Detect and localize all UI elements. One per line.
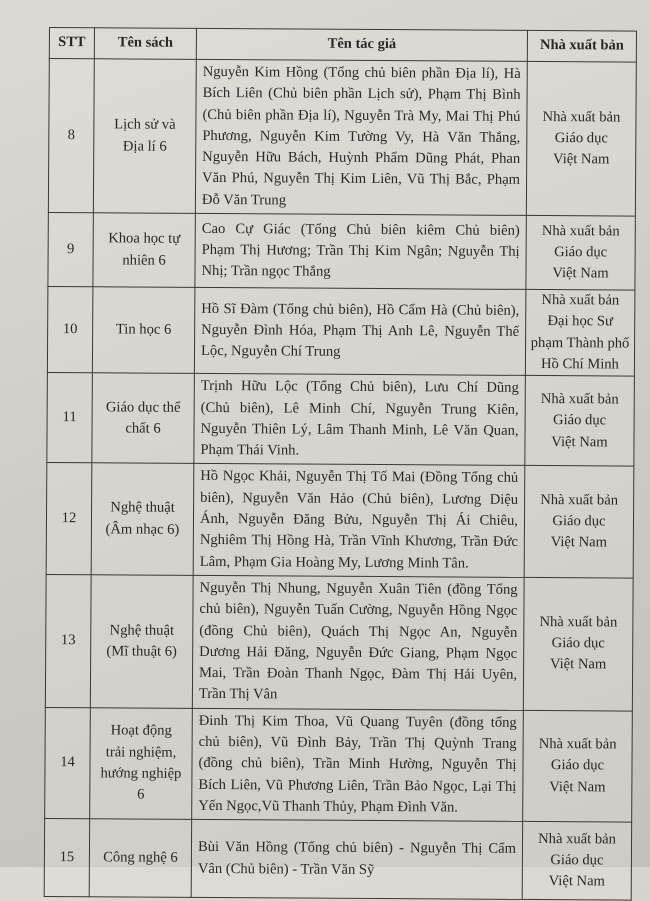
cell-book-title	[92, 373, 195, 464]
cell-publisher	[524, 466, 634, 578]
publisher-line: Việt Nam	[551, 433, 608, 450]
author-line: Trần Thị Vân	[198, 686, 278, 703]
author-line: Đỗ Văn Trung	[201, 191, 287, 209]
author-line: Mai, Trần Đoàn Thanh Ngọc, Đàm Thị Hải Uyên,	[199, 665, 518, 683]
publisher-line: Việt Nam	[549, 656, 607, 673]
book-title-line: Tin học 6	[115, 321, 172, 338]
author-line: Bùi Văn Hồng (Tổng chủ biên) - Nguyễn Thị Cẩm	[197, 839, 517, 858]
cell-stt: 12	[46, 463, 92, 575]
book-title-line: Công nghệ 6	[103, 849, 178, 866]
book-title-line: Hoạt động	[110, 722, 172, 740]
author-line: Nguyễn Kim Hồng (Tổng chủ biên phần Địa lí), Hà	[202, 63, 521, 82]
author-line: Phạm Thái Vinh.	[200, 442, 300, 459]
cell-publisher	[523, 710, 633, 822]
author-line: Hồ Ngọc Khải, Nguyễn Thị Tố Mai (Đồng Tổng chủ	[200, 468, 519, 487]
author-line: Nguyễn Hữu Bách, Huỳnh Phẩm Dũng Phát, Phan	[202, 149, 521, 168]
publisher-line: Đại học Sư	[547, 313, 613, 330]
publisher-line: Giáo dục	[552, 513, 606, 530]
publisher-line: Nhà xuất bản	[541, 292, 620, 309]
author-line: Hồ Sĩ Đàm (Tổng chủ biên), Hồ Cẩm Hà (Chủ biên),	[201, 300, 520, 319]
author-line: Bích Liên (Chủ biên phần Lịch sử), Phạm Thị Bình	[202, 85, 521, 104]
cell-publisher	[525, 376, 635, 467]
cell-authors	[192, 575, 524, 710]
book-title-line: 6	[137, 786, 145, 803]
cell-publisher	[526, 215, 635, 290]
author-line: Ánh, Nguyễn Đăng Bửu, Nguyễn Thị Ái Chiêu,	[199, 510, 519, 529]
publisher-line: Việt Nam	[552, 265, 609, 282]
cell-book-title	[90, 575, 193, 708]
author-line: Nghiêm Thị Hồng Hà, Trần Vĩnh Khương, Trần Đức	[199, 532, 518, 551]
cell-book-title	[93, 213, 195, 288]
header-authors: Tên tác giả	[196, 28, 527, 61]
publisher-line: Nhà xuất bản	[540, 491, 619, 509]
book-title-line: Giáo dục thể	[105, 398, 181, 416]
cell-stt: 15	[44, 819, 89, 897]
author-line: Lâm, Phạm Gia Hoàng My, Lương Minh Tân.	[199, 553, 469, 572]
publisher-line: Giáo dục	[553, 412, 607, 429]
author-line: chủ biên), Vũ Đình Bảy, Trần Thị Quỳnh Trang	[198, 733, 517, 752]
author-line: Lộc, Nguyễn Chí Trung	[200, 343, 341, 361]
table-row	[48, 59, 636, 217]
cell-authors	[191, 820, 522, 900]
publisher-line: Giáo dục	[551, 635, 605, 652]
author-line: (đồng Chủ biên), Quách Thị Ngọc An, Nguyễn	[199, 622, 518, 641]
header-publisher: Nhà xuất bản	[527, 30, 636, 62]
cell-book-title	[91, 463, 194, 575]
book-title-line: chất 6	[125, 420, 161, 437]
book-title-line: hướng nghiệp	[100, 765, 182, 782]
cell-book-title	[92, 287, 195, 374]
author-line: Dương Hải Đăng, Nguyễn Đức Giang, Phạm Ngọc	[199, 643, 518, 662]
table-row	[48, 213, 635, 291]
author-line: Phương, Nguyễn Kim Tường Vy, Hà Văn Thắng,	[202, 127, 521, 146]
author-line: (đồng chủ biên), Trần Minh Hường, Nguyễn Thị	[198, 755, 517, 774]
cell-authors	[194, 374, 526, 466]
author-line: (Chủ biên phần Địa lí), Nguyễn Trà My, Mai Thị Phú	[202, 106, 521, 125]
publisher-line: Nhà xuất bản	[541, 222, 620, 240]
author-line: Nguyễn Đình Hóa, Phạm Thị Anh Lê, Nguyễn Thế	[201, 321, 520, 340]
cell-stt: 13	[45, 574, 91, 707]
table-row	[47, 373, 635, 467]
author-line: Yến Ngọc,Vũ Thanh Thủy, Phạm Đình Văn.	[198, 797, 458, 816]
cell-authors	[195, 59, 527, 215]
author-line: Nhị; Trần ngọc Thắng	[201, 263, 331, 280]
publisher-line: Nhà xuất bản	[538, 830, 617, 848]
publisher-line: Nhà xuất bản	[540, 390, 619, 408]
book-title-line: Khoa học tự	[108, 230, 181, 248]
cell-stt: 10	[47, 287, 93, 373]
book-title-line: nhiên 6	[122, 252, 166, 269]
cell-stt: 11	[47, 373, 93, 463]
cell-authors	[194, 287, 526, 375]
table-header-row	[49, 28, 636, 63]
table-row	[47, 287, 635, 377]
cell-book-title	[93, 59, 196, 214]
author-line: Nguyễn Thiên Lý, Lâm Thanh Minh, Lê Văn Quan,	[200, 420, 519, 439]
author-line: Trịnh Hữu Lộc (Tổng Chủ biên), Lưu Chí Dũng	[200, 378, 519, 397]
cell-authors	[193, 464, 525, 578]
book-title-line: (Mĩ thuật 6)	[106, 643, 178, 660]
book-title-line: Lịch sử và	[114, 116, 176, 134]
publisher-line: Việt Nam	[549, 778, 606, 796]
author-line: Đinh Thị Kim Thoa, Vũ Quang Tuyên (đồng tổng	[198, 712, 517, 731]
cell-stt: 14	[45, 707, 91, 819]
cell-publisher	[523, 577, 633, 710]
author-line: Bích Liên, Vũ Phương Liên, Trần Bảo Ngọc, Lại Thị	[198, 776, 517, 795]
header-stt: STT	[49, 28, 94, 59]
author-line: Cao Cự Giác (Tổng Chủ biên kiêm Chủ biên)	[201, 220, 520, 239]
textbook-table	[44, 27, 637, 901]
publisher-line: Giáo dục	[554, 244, 608, 261]
cell-publisher	[525, 289, 635, 376]
table-row	[45, 707, 633, 822]
author-line: chủ biên), Nguyễn Tuấn Cường, Nguyễn Hồng Ngọc	[199, 601, 518, 620]
author-line: Vân (Chủ biên) - Trần Văn Sỹ	[197, 860, 375, 878]
publisher-line: Nhà xuất bản	[538, 736, 617, 753]
table-row	[46, 463, 634, 578]
cell-publisher	[526, 61, 636, 216]
publisher-line: Giáo dục	[554, 129, 608, 147]
cell-book-title	[89, 819, 191, 898]
cell-authors	[195, 213, 526, 289]
author-line: Văn Phú, Nguyễn Thị Kim Liên, Vũ Thị Bắc, Phạm	[202, 170, 521, 189]
cell-stt: 8	[48, 59, 94, 213]
publisher-line: Việt Nam	[548, 873, 605, 890]
publisher-line: Giáo dục	[550, 757, 605, 774]
publisher-line: Việt Nam	[553, 151, 610, 168]
cell-authors	[192, 708, 524, 822]
publisher-line: Việt Nam	[550, 534, 608, 551]
author-line: Nguyễn Thị Nhung, Nguyễn Xuân Tiên (đồng Tổng	[199, 579, 518, 598]
document-sheet	[44, 27, 637, 901]
cell-book-title	[90, 707, 193, 819]
publisher-line: Giáo dục	[550, 852, 604, 869]
publisher-line: Nhà xuất bản	[539, 613, 618, 631]
author-line: (Chủ biên), Lê Minh Chí, Nguyễn Trung Kiên,	[200, 399, 519, 418]
header-book-title: Tên sách	[94, 28, 196, 60]
book-title-line: Địa lí 6	[122, 137, 167, 155]
table-body	[44, 59, 636, 901]
table-row	[45, 574, 633, 710]
cell-publisher	[522, 822, 631, 901]
publisher-line: Hồ Chí Minh	[540, 355, 619, 373]
publisher-line: phạm Thành phố	[530, 334, 630, 352]
table-row	[44, 819, 631, 901]
author-line: Phạm Thị Hương; Trần Thị Kim Ngân; Nguyễn Thị	[201, 241, 520, 260]
book-title-line: trải nghiệm,	[105, 744, 177, 761]
book-title-line: Nghệ thuật	[110, 499, 175, 517]
publisher-line: Nhà xuất bản	[542, 108, 621, 126]
author-line: biên), Nguyễn Văn Hảo (Chủ biên), Lương Diệu	[200, 489, 519, 508]
book-title-line: (Âm nhạc 6)	[105, 521, 180, 538]
cell-stt: 9	[48, 213, 93, 287]
book-title-line: Nghệ thuật	[109, 621, 175, 639]
